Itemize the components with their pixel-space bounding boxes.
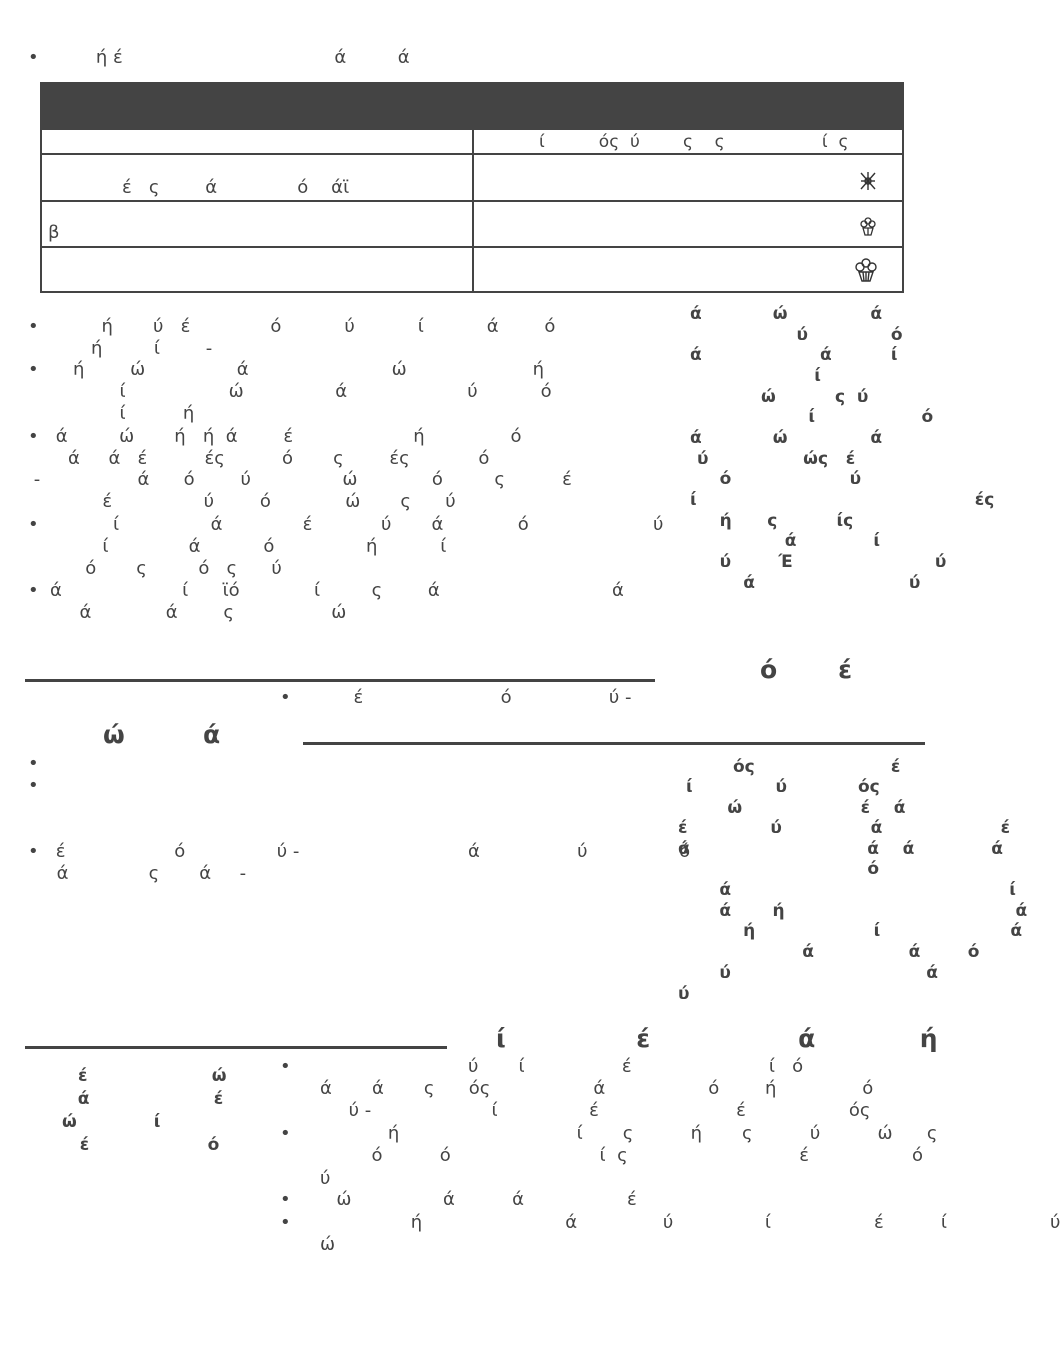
sidebar-line: ά ώ ά (690, 428, 883, 448)
sidebar-line: ή ί ά (678, 921, 1023, 941)
list-item: ά ά έ ές ό ς ές ό (28, 448, 490, 469)
sidebar-line: ός έ (733, 757, 901, 777)
sidebar-line: ί ές (690, 490, 995, 510)
note-line: έ ώ (78, 1066, 227, 1086)
sidebar-line: ί (690, 366, 821, 386)
list-item: ά ά ς ός ά ό ή ό (280, 1078, 874, 1099)
list-item: ά (612, 580, 624, 601)
fan-large-icon (854, 258, 878, 284)
list-item: ί ή (28, 403, 195, 424)
section-heading: ό έ (760, 655, 853, 684)
list-item: • ή ί ς ή ς ύ ώ ς (280, 1123, 938, 1144)
section-rule (25, 679, 655, 682)
sidebar-line: ύ Έ ύ (690, 552, 947, 572)
table-row-divider (42, 246, 902, 248)
fan-small-icon (858, 216, 878, 238)
sidebar-line: ύ ά (678, 963, 938, 983)
list-item: ώ (280, 1234, 336, 1255)
list-item: ύ (280, 1168, 331, 1189)
list-item: • (28, 753, 39, 774)
note-line: ά έ (60, 1089, 224, 1109)
sidebar-line: ύ ώς έ (697, 449, 856, 469)
sidebar-line: ά ά ά ά (678, 839, 1003, 859)
sidebar-line: ά ύ (690, 573, 921, 593)
list-item: ά ύ ό (468, 841, 691, 862)
list-item: • (28, 775, 39, 796)
list-item: • έ ό ύ - (28, 841, 300, 862)
table-row-divider (42, 200, 902, 202)
note-line: ώ ί (62, 1112, 161, 1132)
section-heading: ί έ ά ή (496, 1024, 938, 1053)
sidebar-line: ί ό (690, 407, 934, 427)
list-item: ύ (653, 514, 664, 535)
sidebar-line: ύ ό (690, 325, 903, 345)
list-item: ά ά ς ώ (28, 602, 347, 623)
fan-speed-table (40, 82, 904, 293)
list-item: • ώ ά ά έ (280, 1189, 637, 1210)
list-item: • ί ά έ ύ ά ό (28, 514, 529, 535)
top-bullet-text: • ή έ ά ά (28, 47, 410, 68)
section-heading: ώ ά (103, 720, 221, 749)
sidebar-line: ώ ς ύ (690, 387, 869, 407)
list-item: • ή ύ έ ό ύ ί ά ό (28, 316, 556, 337)
list-item: • ά ώ ή ή ά έ ή ό (28, 426, 522, 447)
sidebar-line: ά ά ί (690, 345, 898, 365)
sidebar-line: ό (678, 859, 880, 879)
fan-grill-icon (858, 170, 878, 192)
sidebar-line: ύ (678, 984, 690, 1004)
table-header-bar (42, 84, 902, 130)
section-rule (25, 1046, 447, 1049)
list-item: ό ς ό ς ύ (28, 558, 282, 579)
sidebar-line: ά ί (678, 880, 1016, 900)
list-item: ή ί - (28, 338, 213, 359)
list-item: ό ό ί ς έ ό (280, 1145, 924, 1166)
sidebar-line: ά ώ ά (690, 304, 883, 324)
table-row-divider (42, 153, 902, 155)
list-item: • έ ό ύ - (280, 687, 632, 708)
table-row-label: έ ς ά ό άϊ (122, 177, 350, 198)
list-item: • ή ώ ά ώ ή (28, 359, 545, 380)
list-item: • ύ ί έ ί ό (280, 1056, 804, 1077)
sidebar-line: ά ά ό (678, 942, 980, 962)
sidebar-line: ό ύ (690, 469, 862, 489)
sidebar-line: ά ί (690, 531, 880, 551)
sidebar-line: ί ύ ός (686, 777, 880, 797)
note-line: έ ό (62, 1135, 220, 1155)
table-header-right: ί ός ύ ς ς ί ς (539, 132, 849, 152)
section-rule (303, 742, 925, 745)
sidebar-line: ή ς ίς (690, 511, 854, 531)
list-item: έ ύ ό ώ ς ύ (28, 491, 456, 512)
list-item: ά ς ά - (28, 863, 247, 884)
list-item: ί ώ ά ύ ό (28, 381, 552, 402)
list-item: ύ - ί έ έ ός (280, 1100, 871, 1121)
table-row-label: β (48, 222, 60, 243)
sidebar-line: ά ή ά (678, 901, 1028, 921)
list-item: • ή ά ύ ί έ ί ύ (280, 1212, 1060, 1233)
sidebar-line: ώ έ ά (686, 798, 906, 818)
list-item: • ά ί ϊό ί ς ά (28, 580, 440, 601)
sidebar-line: έ ύ ά έ (678, 818, 1011, 838)
list-item: - ά ό ύ ώ ό ς έ (28, 469, 572, 490)
list-item: ί ά ό ή ί (28, 536, 447, 557)
